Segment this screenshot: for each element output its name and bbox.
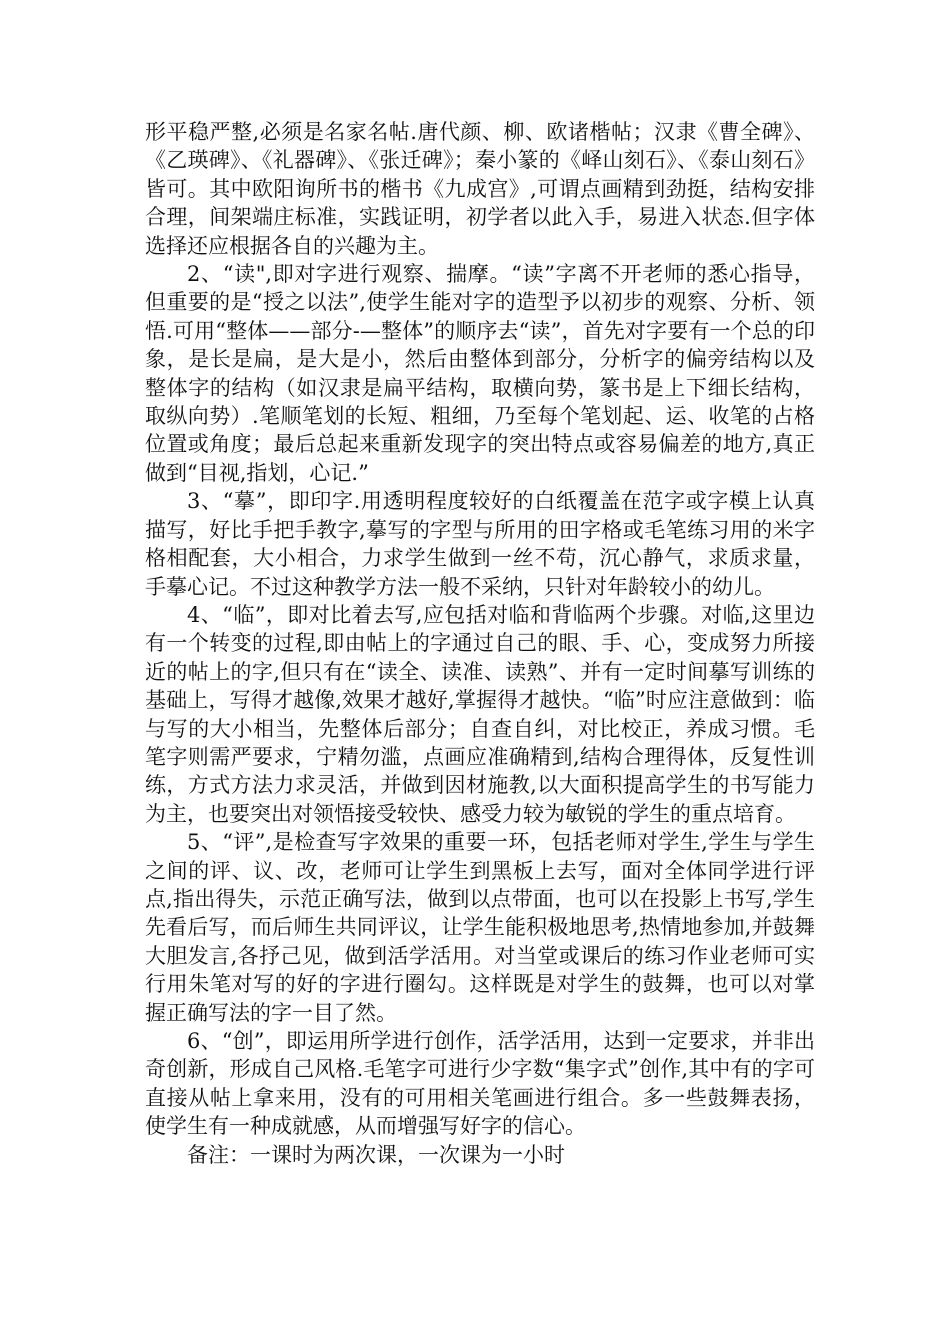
paragraph-step-evaluate: 5、“评”,是检查写字效果的重要一环，包括老师对学生,学生与学生之间的评、议、改，老师可让学生到黑板上去写，面对全体同学进行评点,指出得失，示范正确写法，做到以点带面，也可以在投影上书写,学生先看后写，而后师生共同评议，让学生能积极地思考,热情地参加,并鼓舞大胆发言,各抒己见，做到活学活用。对当堂或课后的练习作业老师可实行用朱笔对写的好的字进行圈勾。这样既是对学生的鼓舞，也可以对掌握正确写法的字一目了然。 [145, 830, 815, 1025]
paragraph-calligraphy-models: 形平稳严整,必须是名家名帖.唐代颜、柳、欧诸楷帖；汉隶《曹全碑》、《乙瑛碑》、《礼器碑》、《张迁碑》；秦小篆的《峄山刻石》、《泰山刻石》皆可。其中欧阳询所书的楷书《九成宫》,可谓点画精到劲挺，结构安排合理，间架端庄标准，实践证明，初学者以此入手，易进入状态.但字体选择还应根据各自的兴趣为主。 [145, 120, 815, 258]
paragraph-remark: 备注：一课时为两次课，一次课为一小时 [187, 1142, 565, 1167]
document-body [145, 118, 815, 1169]
paragraph-step-read: 2、“读",即对字进行观察、揣摩。“读”字离不开老师的悉心指导，但重要的是“授之以法”,使学生能对字的造型予以初步的观察、分析、领悟.可用“整体——部分-—整体”的顺序去“读”，首先对字要有一个总的印象，是长是扁，是大是小，然后由整体到部分，分析字的偏旁结构以及整体字的结构（如汉隶是扁平结构，取横向势，篆书是上下细长结构，取纵向势）.笔顺笔划的长短、粗细，乃至每个笔划起、运、收笔的占格位置或角度；最后总起来重新发现字的突出特点或容易偏差的地方,真正做到“目视,指划，心记.” [145, 262, 815, 485]
paragraph-step-trace: 3、“摹”，即印字.用透明程度较好的白纸覆盖在范字或字模上认真描写，好比手把手教字,摹写的字型与所用的田字格或毛笔练习用的米字格相配套，大小相合，力求学生做到一丝不苟，沉心静气，求质求量，手摹心记。不过这种教学方法一般不采纳，只针对年龄较小的幼儿。 [145, 489, 815, 599]
paragraph-step-copy: 4、“临”，即对比着去写,应包括对临和背临两个步骤。对临,这里边有一个转变的过程,即由帖上的字通过自己的眼、手、心，变成努力所接近的帖上的字,但只有在“读全、读准、读熟”、并有一定时间摹写训练的基础上，写得才越像,效果才越好,掌握得才越快。“临”时应注意做到：临与写的大小相当，先整体后部分；自查自纠，对比校正，养成习惯。毛笔字则需严要求，宁精勿滥，点画应准确精到,结构合理得体，反复性训练，方式方法力求灵活，并做到因材施教,以大面积提高学生的书写能力为主，也要突出对领悟接受较快、感受力较为敏锐的学生的重点培育。 [145, 602, 815, 826]
paragraph-step-create: 6、“创”，即运用所学进行创作，活学活用，达到一定要求，并非出奇创新，形成自己风格.毛笔字可进行少字数“集字式”创作,其中有的字可直接从帖上拿来用，没有的可用相关笔画进行组合。多一些鼓舞表扬，使学生有一种成就感，从而增强写好字的信心。 [145, 1029, 815, 1139]
